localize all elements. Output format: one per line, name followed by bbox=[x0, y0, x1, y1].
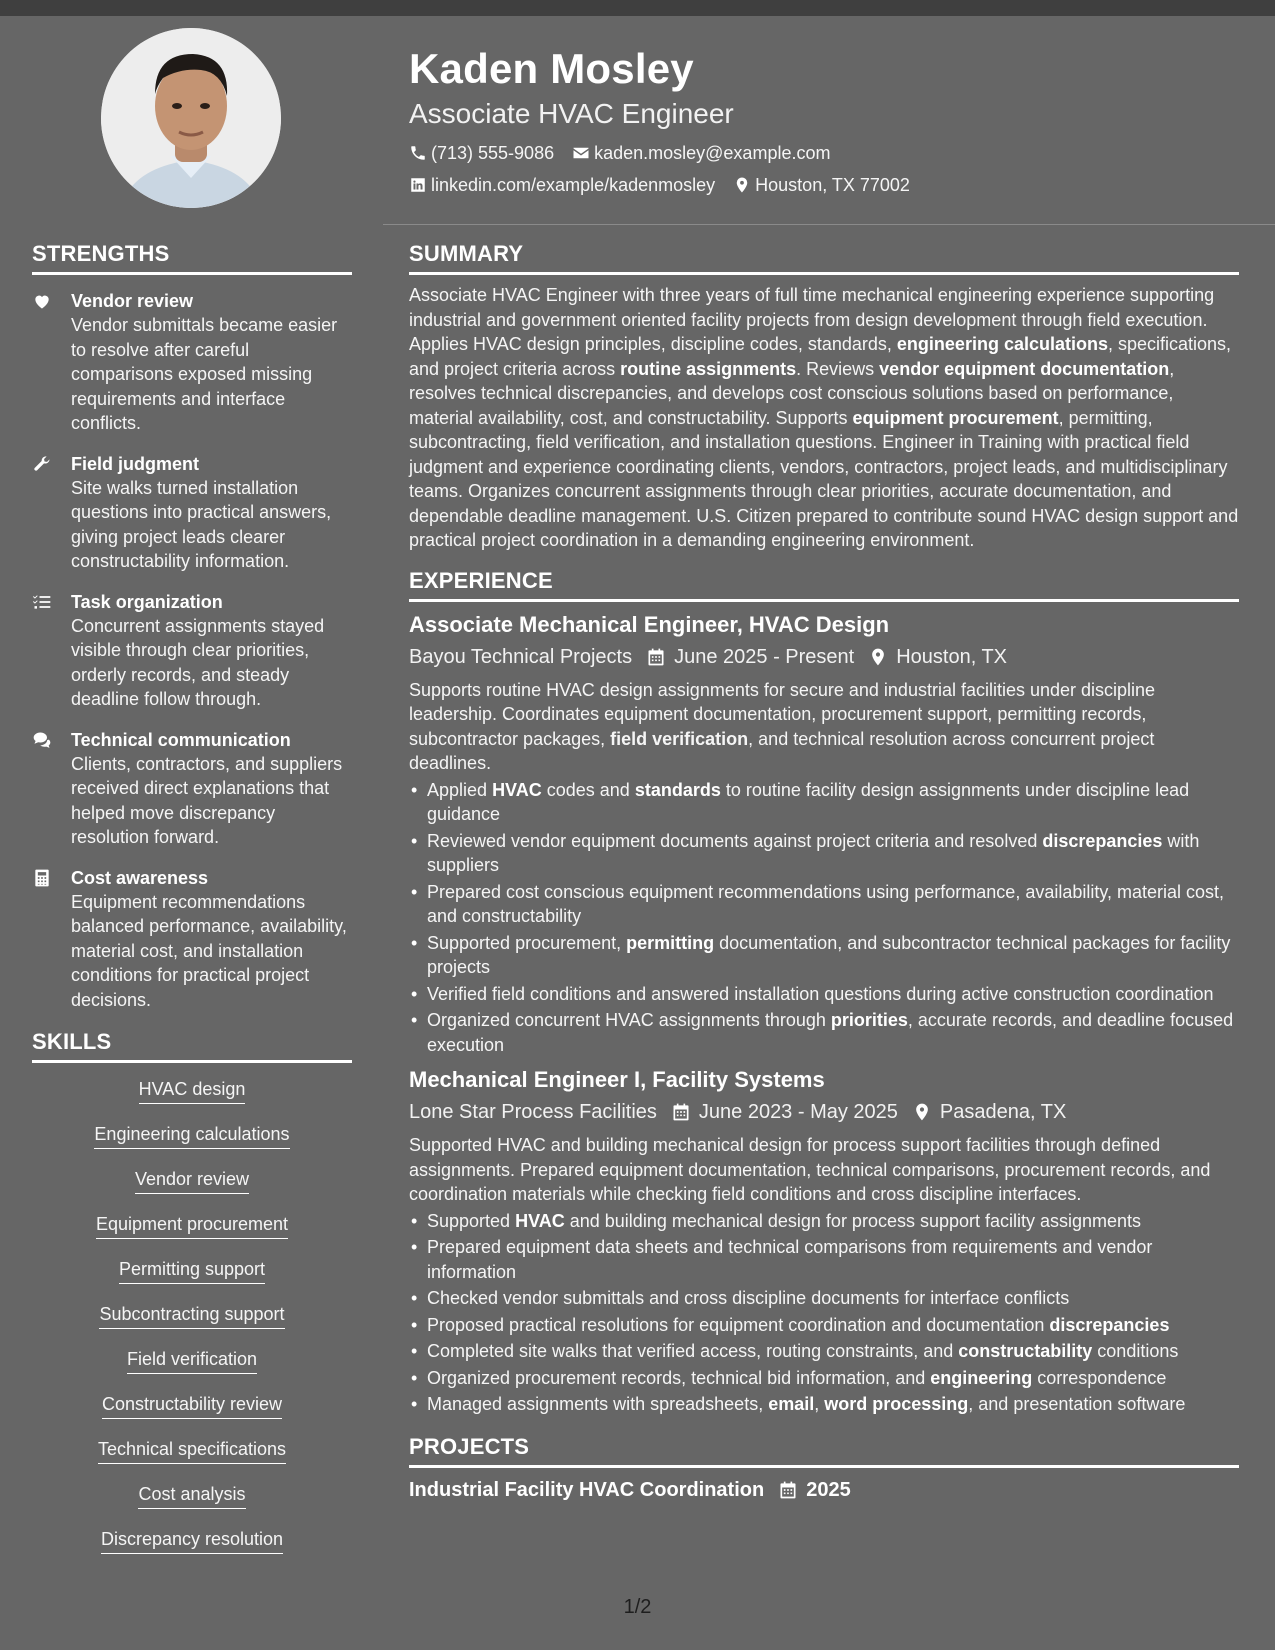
emphasis-text: HVAC bbox=[515, 1210, 565, 1231]
text-run: Supports routine HVAC design assignments for secure and industrial facilities under discipline leadership. Coordinates equipment documentation, procurement support, permitting records, subcontractor packages, bbox=[409, 679, 1156, 749]
strength-title: Vendor review bbox=[71, 291, 194, 311]
profile-photo bbox=[101, 28, 281, 208]
skill-tag: Discrepancy resolution bbox=[101, 1527, 283, 1554]
strength-item bbox=[32, 866, 352, 1013]
job-dates: June 2025 - Present bbox=[674, 645, 855, 668]
emphasis-text: HVAC bbox=[492, 779, 542, 800]
calendar-icon bbox=[671, 1102, 691, 1122]
job-location: Houston, TX bbox=[896, 645, 1008, 668]
projects-heading: PROJECTS bbox=[409, 1433, 530, 1459]
bullet-item bbox=[409, 1235, 1239, 1284]
header-divider bbox=[383, 224, 1275, 225]
skills-heading: SKILLS bbox=[32, 1029, 112, 1054]
contact-row-2 bbox=[409, 174, 1239, 196]
strength-description: Vendor submittals became easier to resolve after careful comparisons exposed missing requirements and interface conflicts. bbox=[71, 315, 338, 433]
strength-description: Clients, contractors, and suppliers received direct explanations that helped move discrepancy resolution forward. bbox=[71, 753, 343, 847]
skill-tag: HVAC design bbox=[139, 1077, 246, 1104]
strengths-heading: STRENGTHS bbox=[32, 241, 170, 266]
strength-item bbox=[32, 590, 352, 712]
contact-row-1 bbox=[409, 142, 1239, 164]
emphasis-text: permitting bbox=[626, 932, 715, 953]
section-rule bbox=[409, 599, 1239, 602]
location-contact bbox=[733, 174, 910, 196]
skill-tag: Field verification bbox=[127, 1347, 257, 1374]
map-pin-icon bbox=[912, 1102, 932, 1122]
text-run: codes and bbox=[541, 779, 635, 800]
job-description bbox=[409, 678, 1239, 776]
emphasis-text: vendor equipment documentation bbox=[879, 358, 1170, 379]
strength-title: Technical communication bbox=[71, 729, 291, 750]
skill-tag: Vendor review bbox=[135, 1167, 249, 1194]
text-run: , permitting, subcontracting, field verification, and installation questions. Engineer in Training with practical field judgment and experience coordinating clients, vendors, contractors, project leads, and multidisciplinary teams. Organizes concurrent assignments through clear priorities, accurate documentation, and dependable deadline management. U.S. Citizen prepared to contribute sound HVAC design support and practical project coordination in a demanding engineering environment. bbox=[409, 407, 1239, 550]
text-run: , bbox=[814, 1394, 825, 1414]
skills-list bbox=[32, 1077, 352, 1572]
linkedin-text: linkedin.com/example/kadenmosley bbox=[431, 175, 716, 195]
wrench-icon bbox=[32, 454, 52, 474]
skill-tag: Cost analysis bbox=[138, 1482, 245, 1509]
envelope-icon bbox=[572, 144, 590, 162]
bullet-item bbox=[409, 880, 1239, 929]
text-run: to routine facility design assignments under discipline lead guidance bbox=[427, 779, 1190, 824]
company-name: Lone Star Process Facilities bbox=[409, 1101, 657, 1123]
text-run: Organized procurement records, technical bid information, and bbox=[427, 1367, 931, 1388]
heart-icon bbox=[32, 291, 52, 311]
job-title: Associate Mechanical Engineer, HVAC Design bbox=[409, 611, 890, 637]
emphasis-text: discrepancies bbox=[1042, 830, 1163, 851]
calculator-icon bbox=[32, 868, 52, 888]
text-run: Organized concurrent HVAC assignments through bbox=[427, 1010, 831, 1030]
text-run: Supported bbox=[427, 1210, 516, 1231]
emphasis-text: field verification bbox=[610, 728, 749, 749]
project-date: 2025 bbox=[806, 1478, 851, 1501]
text-run: , accurate records, and deadline focused execution bbox=[427, 1010, 1234, 1055]
text-run: Reviewed vendor equipment documents against project criteria and resolved bbox=[427, 830, 1043, 851]
emphasis-text: standards bbox=[634, 779, 721, 800]
summary-heading: SUMMARY bbox=[409, 241, 524, 266]
job-entry bbox=[409, 610, 1239, 1058]
bullet-item bbox=[409, 1366, 1239, 1391]
bullet-item bbox=[409, 1209, 1239, 1234]
company-name: Bayou Technical Projects bbox=[409, 645, 633, 668]
bullet-item bbox=[409, 778, 1239, 827]
bullet-item bbox=[409, 829, 1239, 878]
map-pin-icon bbox=[868, 647, 888, 667]
text-run: Proposed practical resolutions for equipment coordination and documentation bbox=[427, 1314, 1050, 1335]
text-run: and building mechanical design for process support facility assignments bbox=[564, 1210, 1142, 1231]
strength-description: Concurrent assignments stayed visible through clear priorities, orderly records, and steady deadline follow through. bbox=[71, 615, 325, 709]
strength-title: Cost awareness bbox=[71, 867, 209, 888]
job-bullets bbox=[409, 1209, 1239, 1417]
strength-item bbox=[32, 728, 352, 850]
emphasis-text: email bbox=[768, 1394, 815, 1414]
text-run: with suppliers bbox=[427, 830, 1200, 875]
job-entry bbox=[409, 1065, 1239, 1417]
strength-item bbox=[32, 452, 352, 574]
text-run: Verified field conditions and answered installation questions during active construction coordination bbox=[427, 983, 1214, 1004]
candidate-role: Associate HVAC Engineer bbox=[409, 98, 734, 129]
bullet-item bbox=[409, 982, 1239, 1007]
skill-tag: Engineering calculations bbox=[94, 1122, 289, 1149]
skill-tag: Technical specifications bbox=[98, 1437, 286, 1464]
resume-header bbox=[409, 42, 1239, 196]
strength-description: Equipment recommendations balanced performance, availability, material cost, and installation conditions for practical project decisions. bbox=[71, 891, 347, 1010]
bullet-item bbox=[409, 1008, 1239, 1057]
emphasis-text: equipment procurement bbox=[852, 407, 1059, 428]
strength-title: Field judgment bbox=[71, 453, 199, 474]
text-run: Prepared cost conscious equipment recommendations using performance, availability, material cost, and constructability bbox=[427, 881, 1225, 926]
text-run: . Reviews bbox=[796, 358, 880, 379]
right-column bbox=[409, 240, 1239, 1504]
job-meta bbox=[409, 642, 1239, 672]
bullet-item bbox=[409, 1339, 1239, 1364]
phone-icon bbox=[409, 144, 427, 162]
text-run: , and presentation software bbox=[968, 1394, 1186, 1414]
bullet-item bbox=[409, 1313, 1239, 1338]
job-dates: June 2023 - May 2025 bbox=[698, 1101, 898, 1123]
chat-bubbles-icon bbox=[32, 730, 52, 750]
strength-item bbox=[32, 289, 352, 436]
phone-text: (713) 555-9086 bbox=[431, 143, 555, 163]
linkedin-contact[interactable] bbox=[409, 174, 715, 196]
linkedin-icon bbox=[409, 176, 427, 194]
experience-heading: EXPERIENCE bbox=[409, 567, 553, 593]
text-run: , resolves technical discrepancies, and develops cost conscious solutions based on performance, material availability, cost, and constructability. Supports bbox=[409, 358, 1175, 428]
section-rule bbox=[32, 272, 352, 275]
text-run: , and technical resolution across concurrent project deadlines. bbox=[409, 728, 1155, 773]
skill-tag: Subcontracting support bbox=[99, 1302, 284, 1329]
calendar-icon bbox=[778, 1480, 798, 1500]
project-title: Industrial Facility HVAC Coordination bbox=[409, 1478, 765, 1501]
bullet-item bbox=[409, 1392, 1239, 1417]
candidate-name: Kaden Mosley bbox=[409, 45, 694, 92]
emphasis-text: discrepancies bbox=[1049, 1314, 1170, 1335]
emphasis-text: priorities bbox=[830, 1010, 908, 1030]
task-list-icon bbox=[32, 592, 52, 612]
job-description bbox=[409, 1133, 1239, 1207]
email-text: kaden.mosley@example.com bbox=[594, 143, 831, 163]
left-column bbox=[32, 240, 352, 1572]
emphasis-text: constructability bbox=[958, 1341, 1093, 1361]
skill-tag: Constructability review bbox=[102, 1392, 282, 1419]
job-location: Pasadena, TX bbox=[939, 1101, 1067, 1123]
text-run: documentation, and subcontractor technical packages for facility projects bbox=[427, 932, 1231, 977]
job-meta bbox=[409, 1097, 1239, 1127]
summary-text bbox=[409, 283, 1239, 553]
section-rule bbox=[409, 1465, 1239, 1468]
bullet-item bbox=[409, 1286, 1239, 1311]
text-run: Applied bbox=[427, 779, 493, 800]
strength-description: Site walks turned installation questions into practical answers, giving project leads clearer constructability information. bbox=[71, 477, 332, 571]
text-run: Supported HVAC and building mechanical design for process support facilities through defined assignments. Prepared equipment documentation, technical comparisons, procurement records, and coordination materials while checking field conditions and cross discipline interfaces. bbox=[409, 1135, 1211, 1204]
phone-contact[interactable] bbox=[409, 142, 554, 164]
strength-title: Task organization bbox=[71, 591, 223, 612]
text-run: , specifications, and project criteria across bbox=[409, 334, 1232, 379]
email-contact[interactable] bbox=[572, 142, 830, 164]
emphasis-text: engineering calculations bbox=[896, 334, 1108, 354]
text-run: Supported procurement, bbox=[427, 932, 627, 953]
bullet-item bbox=[409, 931, 1239, 980]
section-rule bbox=[409, 272, 1239, 275]
top-bar bbox=[0, 0, 1275, 16]
section-rule bbox=[32, 1060, 352, 1063]
job-title: Mechanical Engineer I, Facility Systems bbox=[409, 1067, 825, 1092]
calendar-icon bbox=[646, 647, 666, 667]
job-bullets bbox=[409, 778, 1239, 1058]
project-entry bbox=[409, 1476, 1239, 1504]
text-run: conditions bbox=[1092, 1341, 1179, 1361]
emphasis-text: engineering bbox=[930, 1367, 1033, 1388]
text-run: correspondence bbox=[1032, 1367, 1167, 1388]
text-run: Managed assignments with spreadsheets, bbox=[427, 1394, 769, 1414]
text-run: Checked vendor submittals and cross discipline documents for interface conflicts bbox=[427, 1288, 1070, 1308]
text-run: Associate HVAC Engineer with three years of full time mechanical engineering experience supporting industrial and government oriented facility projects from design development through field execution. Applies HVAC design principles, discipline codes, standards, bbox=[409, 285, 1215, 354]
emphasis-text: word processing bbox=[824, 1394, 969, 1414]
location-text: Houston, TX 77002 bbox=[755, 175, 910, 195]
map-pin-icon bbox=[733, 176, 751, 194]
text-run: Prepared equipment data sheets and technical comparisons from requirements and vendor information bbox=[427, 1237, 1153, 1282]
skill-tag: Permitting support bbox=[119, 1257, 265, 1284]
page-indicator: 1/2 bbox=[623, 1596, 652, 1618]
strengths-list bbox=[32, 289, 352, 1012]
text-run: Completed site walks that verified access, routing constraints, and bbox=[427, 1341, 959, 1361]
skill-tag: Equipment procurement bbox=[96, 1212, 288, 1239]
emphasis-text: routine assignments bbox=[620, 358, 797, 379]
